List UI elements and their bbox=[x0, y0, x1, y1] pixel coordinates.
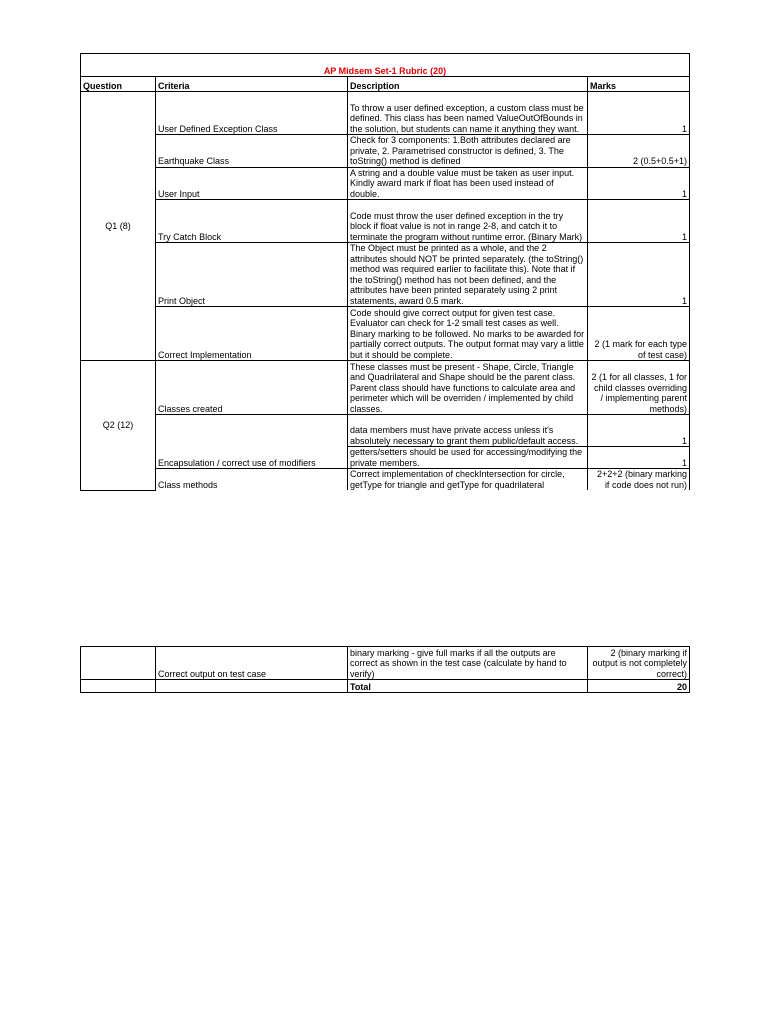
criteria-cell: User Defined Exception Class bbox=[156, 92, 348, 135]
question-label-q1: Q1 (8) bbox=[81, 92, 156, 361]
criteria-cell-empty bbox=[156, 680, 348, 693]
rubric-table-top bbox=[80, 53, 690, 491]
question-cell-empty bbox=[81, 647, 156, 680]
marks-cell: 2 (1 for all classes, 1 for child classes overriding / implementing parent methods) bbox=[588, 361, 690, 415]
criteria-cell: Earthquake Class bbox=[156, 135, 348, 168]
description-cell: Check for 3 components: 1.Both attributes declared are private, 2. Parametrised constructor is defined, 3. The toString() method is defined bbox=[348, 135, 588, 168]
header-marks: Marks bbox=[588, 77, 690, 92]
description-cell: Code should give correct output for given test case. Evaluator can check for 1-2 small test cases as well. Binary marking to be followed. No marks to be awarded for partially correct outputs. The output format may vary a little but it should be complete. bbox=[348, 307, 588, 361]
table-row bbox=[81, 200, 690, 243]
question-label-q2: Q2 (12) bbox=[81, 361, 156, 491]
description-cell: Code must throw the user defined exception in the try block if float value is not in range 2-8, and catch it to terminate the program without runtime error. (Binary Mark) bbox=[348, 200, 588, 243]
description-cell: getters/setters should be used for accessing/modifying the private members. bbox=[348, 447, 588, 469]
marks-cell: 1 bbox=[588, 415, 690, 447]
marks-cell: 2 (0.5+0.5+1) bbox=[588, 135, 690, 168]
marks-cell: 1 bbox=[588, 243, 690, 307]
criteria-cell: Correct Implementation bbox=[156, 307, 348, 361]
table-row bbox=[81, 92, 690, 135]
title-row bbox=[81, 54, 690, 77]
description-cell: These classes must be present - Shape, Circle, Triangle and Quadrilateral and Shape should be the parent class. Parent class should have functions to calculate area and perimeter which will be overriden / implemented by child classes. bbox=[348, 361, 588, 415]
total-row bbox=[81, 680, 690, 693]
marks-cell: 2+2+2 (binary marking if code does not run) bbox=[588, 469, 690, 491]
criteria-cell: Correct output on test case bbox=[156, 647, 348, 680]
description-cell: To throw a user defined exception, a custom class must be defined. This class has been named ValueOutOfBounds in the solution, but students can name it anything they want. bbox=[348, 92, 588, 135]
rubric-table-bottom bbox=[80, 646, 690, 693]
marks-cell: 1 bbox=[588, 167, 690, 200]
description-cell: The Object must be printed as a whole, and the 2 attributes should NOT be printed separately. (the toString() method was required earlier to facilitate this). Note that if the toString() method has not been defined, and the attributes have been printed separately using 2 print statements, award 0.5 mark. bbox=[348, 243, 588, 307]
description-cell: data members must have private access unless it's absolutely necessary to grant them public/default access. bbox=[348, 415, 588, 447]
table-row bbox=[81, 415, 690, 447]
criteria-cell: Encapsulation / correct use of modifiers bbox=[156, 415, 348, 469]
table-row bbox=[81, 135, 690, 168]
table-row bbox=[81, 361, 690, 415]
header-criteria: Criteria bbox=[156, 77, 348, 92]
total-marks: 20 bbox=[588, 680, 690, 693]
marks-cell: 1 bbox=[588, 92, 690, 135]
table-row bbox=[81, 243, 690, 307]
total-label: Total bbox=[348, 680, 588, 693]
rubric-title: AP Midsem Set-1 Rubric (20) bbox=[81, 54, 690, 77]
table-row bbox=[81, 167, 690, 200]
table-row bbox=[81, 647, 690, 680]
criteria-cell: Print Object bbox=[156, 243, 348, 307]
table-row bbox=[81, 307, 690, 361]
criteria-cell: Class methods bbox=[156, 469, 348, 491]
criteria-cell: Classes created bbox=[156, 361, 348, 415]
header-question: Question bbox=[81, 77, 156, 92]
marks-cell: 1 bbox=[588, 447, 690, 469]
marks-cell: 2 (1 mark for each type of test case) bbox=[588, 307, 690, 361]
description-cell: Correct implementation of checkIntersection for circle, getType for triangle and getType for quadrilateral bbox=[348, 469, 588, 491]
table-row bbox=[81, 469, 690, 491]
description-cell: binary marking - give full marks if all the outputs are correct as shown in the test case (calculate by hand to verify) bbox=[348, 647, 588, 680]
description-cell: A string and a double value must be taken as user input. Kindly award mark if float has been used instead of double. bbox=[348, 167, 588, 200]
marks-cell: 1 bbox=[588, 200, 690, 243]
question-cell-empty bbox=[81, 680, 156, 693]
marks-cell: 2 (binary marking if output is not completely correct) bbox=[588, 647, 690, 680]
header-description: Description bbox=[348, 77, 588, 92]
criteria-cell: User Input bbox=[156, 167, 348, 200]
criteria-cell: Try Catch Block bbox=[156, 200, 348, 243]
header-row bbox=[81, 77, 690, 92]
